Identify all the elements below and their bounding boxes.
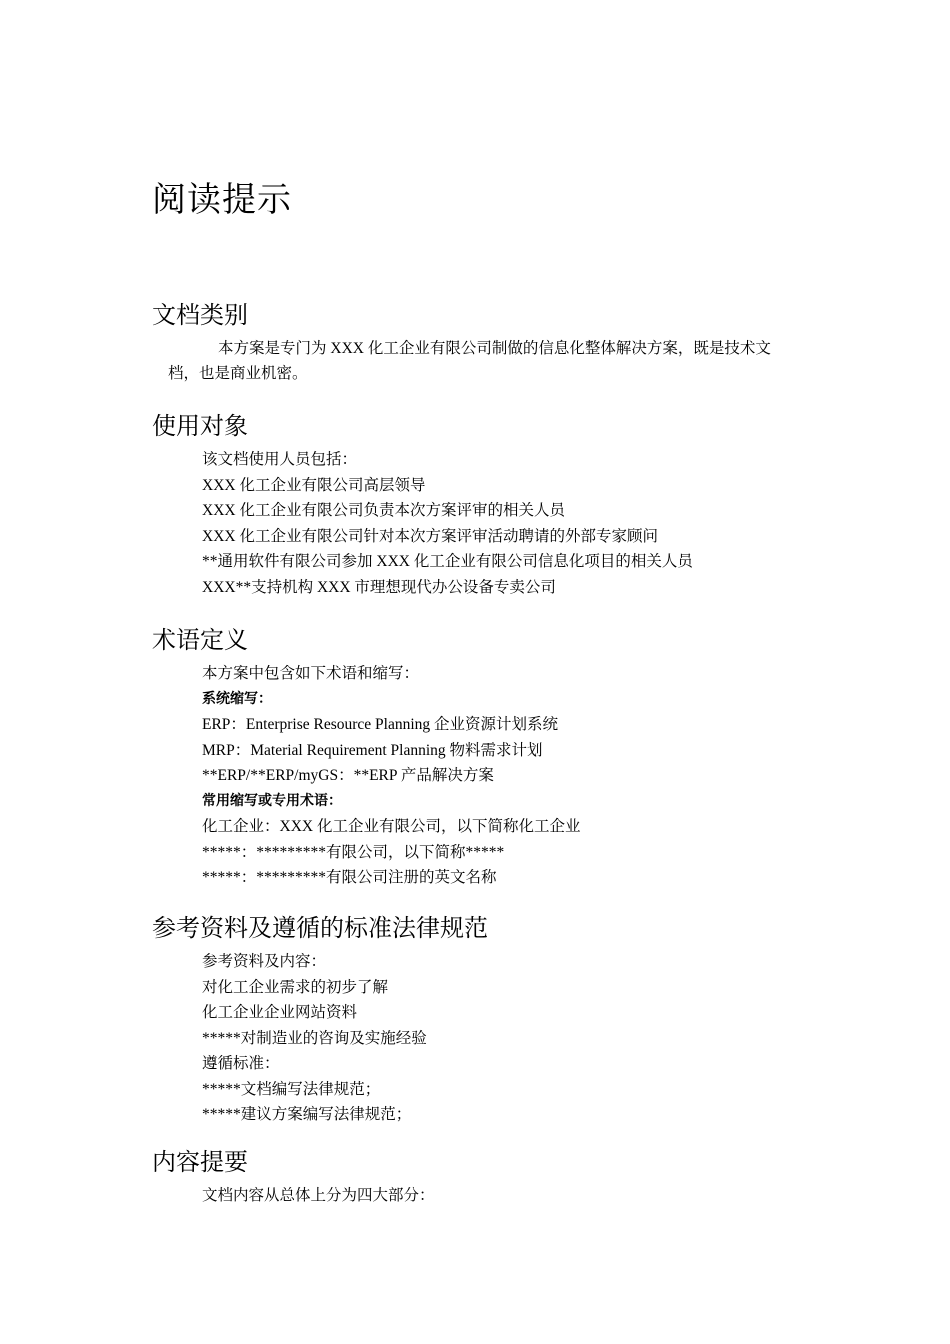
section-doc-category (152, 298, 812, 387)
list-item: **ERP/**ERP/myGS：**ERP 产品解决方案 (202, 767, 494, 784)
section-body (152, 447, 812, 600)
section-heading: 使用对象 (152, 412, 248, 440)
section-terms (152, 623, 812, 891)
list-item: 遵循标准： (202, 1055, 280, 1072)
list-item: *****对制造业的咨询及实施经验 (202, 1029, 427, 1047)
paragraph-line: 本方案是专门为 XXX 化工企业有限公司制做的信息化整体解决方案，既是技术文 (218, 340, 771, 357)
section-body (152, 949, 812, 1128)
list-item: ERP：Enterprise Resource Planning 企业资源计划系统 (202, 716, 559, 733)
section-audience (152, 409, 812, 600)
list-item: *****：*********有限公司注册的英文名称 (202, 869, 497, 886)
list-item: *****：*********有限公司，以下简称***** (202, 843, 505, 861)
abbr-label: 系统缩写： (202, 690, 272, 707)
list-item: XXX 化工企业有限公司负责本次方案评审的相关人员 (202, 502, 565, 519)
section-body (152, 336, 812, 387)
list-item: XXX 化工企业有限公司针对本次方案评审活动聘请的外部专家顾问 (202, 527, 658, 545)
list-item: 该文档使用人员包括： (202, 451, 358, 468)
list-item: 化工企业企业网站资料 (202, 1004, 358, 1021)
terms-intro: 本方案中包含如下术语和缩写： (202, 665, 420, 682)
list-item: 化工企业：XXX 化工企业有限公司，以下简称化工企业 (202, 818, 581, 835)
section-references (152, 911, 812, 1128)
list-item: XXX**支持机构 XXX 市理想现代办公设备专卖公司 (202, 578, 556, 596)
section-heading: 文档类别 (152, 301, 248, 329)
page-title: 阅读提示 (152, 180, 292, 220)
section-heading: 术语定义 (152, 626, 248, 654)
section-heading: 内容提要 (152, 1148, 248, 1176)
section-body (152, 661, 812, 891)
list-item: 参考资料及内容： (202, 953, 327, 970)
paragraph-line: 档，也是商业机密。 (168, 365, 308, 382)
list-item: *****文档编写法律规范； (202, 1080, 381, 1098)
list-item: XXX 化工企业有限公司高层领导 (202, 476, 426, 494)
list-item: 文档内容从总体上分为四大部分： (202, 1187, 435, 1204)
list-item: MRP：Material Requirement Planning 物料需求计划 (202, 741, 543, 759)
common-terms-label: 常用缩写或专用术语： (202, 792, 342, 809)
section-summary (152, 1145, 812, 1209)
section-body (152, 1183, 812, 1209)
section-heading: 参考资料及遵循的标准法律规范 (152, 914, 488, 942)
paragraph (152, 336, 812, 361)
list-item: *****建议方案编写法律规范； (202, 1106, 412, 1123)
list-item: **通用软件有限公司参加 XXX 化工企业有限公司信息化项目的相关人员 (202, 553, 693, 570)
list-item: 对化工企业需求的初步了解 (202, 978, 389, 996)
